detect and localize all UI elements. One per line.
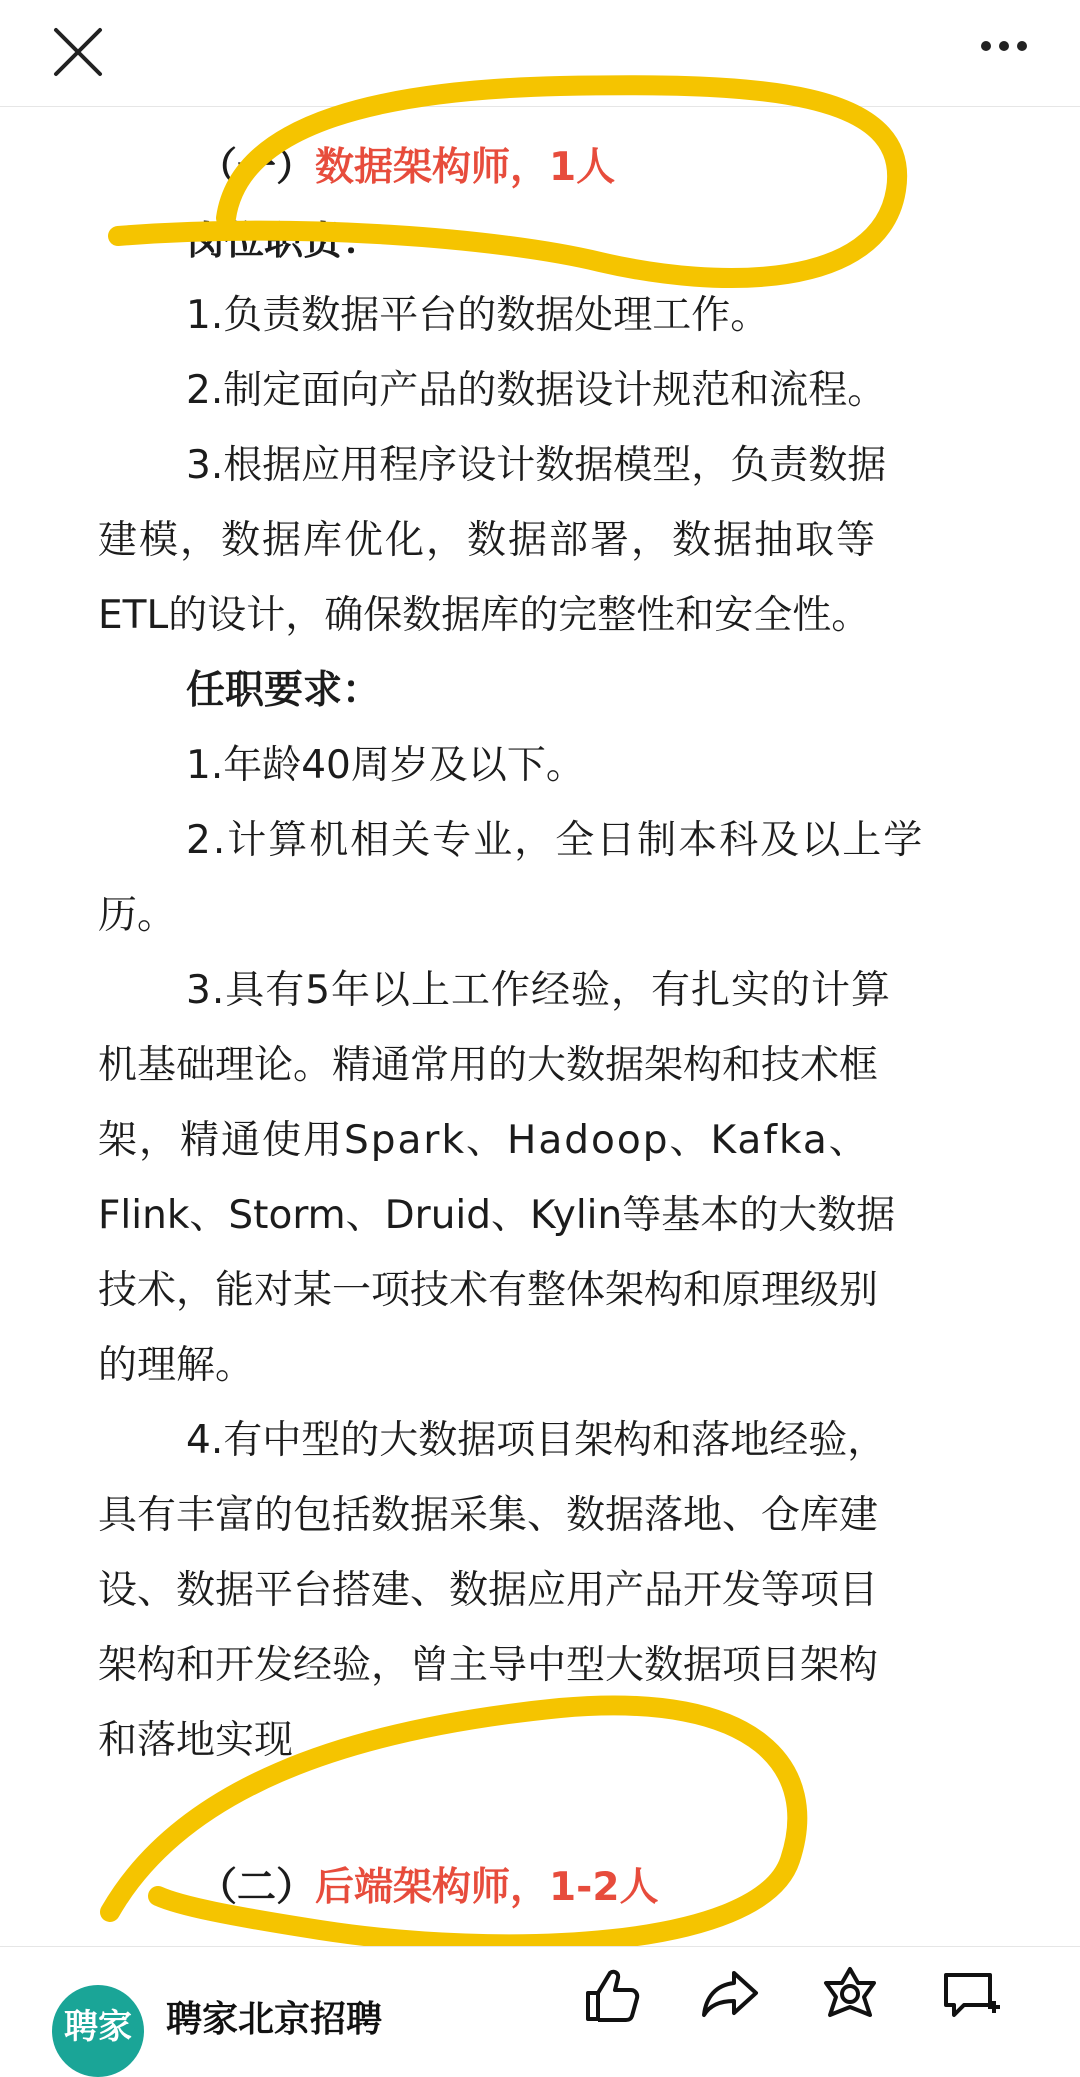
section-1-prefix: （一）	[198, 145, 316, 190]
top-bar	[0, 0, 1080, 107]
comment-icon[interactable]	[938, 1963, 1002, 2027]
article-body	[98, 106, 983, 1946]
favorite-icon[interactable]	[818, 1963, 882, 2027]
logo-text: 聘家	[64, 2007, 132, 2047]
like-icon[interactable]	[578, 1963, 642, 2027]
account-name[interactable]: 聘家北京招聘	[166, 1999, 383, 2040]
duty-line: 建模，数据库优化，数据部署，数据抽取等	[98, 518, 878, 563]
section-2-heading: 后端架构师，1-2人	[315, 1865, 659, 1910]
requirement-line: 1.年龄40周岁及以下。	[186, 743, 585, 788]
more-dots-icon[interactable]	[974, 26, 1034, 66]
duties-label: 岗位职责：	[186, 219, 382, 264]
requirement-line: 4.有中型的大数据项目架构和落地经验，	[186, 1418, 887, 1463]
duty-line: ETL的设计，确保数据库的完整性和安全性。	[98, 593, 871, 638]
share-icon[interactable]	[698, 1963, 762, 2027]
account-logo[interactable]	[52, 1985, 144, 2077]
requirements-label: 任职要求：	[186, 668, 382, 713]
bottom-bar	[0, 1946, 1080, 2047]
section-1-heading: 数据架构师，1人	[315, 145, 616, 190]
section-2-title	[198, 1850, 983, 1925]
close-icon[interactable]	[48, 22, 108, 82]
section-1-title	[198, 130, 983, 205]
requirement-line: 设、数据平台搭建、数据应用产品开发等项目	[98, 1568, 879, 1613]
requirement-line: 机基础理论。精通常用的大数据架构和技术框	[98, 1043, 879, 1088]
requirement-line: 的理解。	[98, 1343, 255, 1388]
requirement-line: 历。	[98, 893, 177, 938]
requirement-line: Flink、Storm、Druid、Kylin等基本的大数据	[98, 1193, 896, 1238]
requirement-line: 具有丰富的包括数据采集、数据落地、仓库建	[98, 1493, 879, 1538]
duty-line: 1.负责数据平台的数据处理工作。	[186, 293, 770, 338]
duty-line: 3.根据应用程序设计数据模型，负责数据	[186, 443, 887, 488]
requirement-line: 3.具有5年以上工作经验，有扎实的计算	[186, 968, 892, 1013]
duty-line: 2.制定面向产品的数据设计规范和流程。	[186, 368, 887, 413]
requirement-line: 技术，能对某一项技术有整体架构和原理级别	[98, 1268, 879, 1313]
requirement-line: 和落地实现	[98, 1718, 294, 1763]
section-2-prefix: （二）	[198, 1865, 316, 1910]
requirement-line: 架，精通使用Spark、Hadoop、Kafka、	[98, 1118, 870, 1163]
requirement-line: 2.计算机相关专业，全日制本科及以上学	[186, 818, 925, 863]
requirement-line: 架构和开发经验，曾主导中型大数据项目架构	[98, 1643, 879, 1688]
